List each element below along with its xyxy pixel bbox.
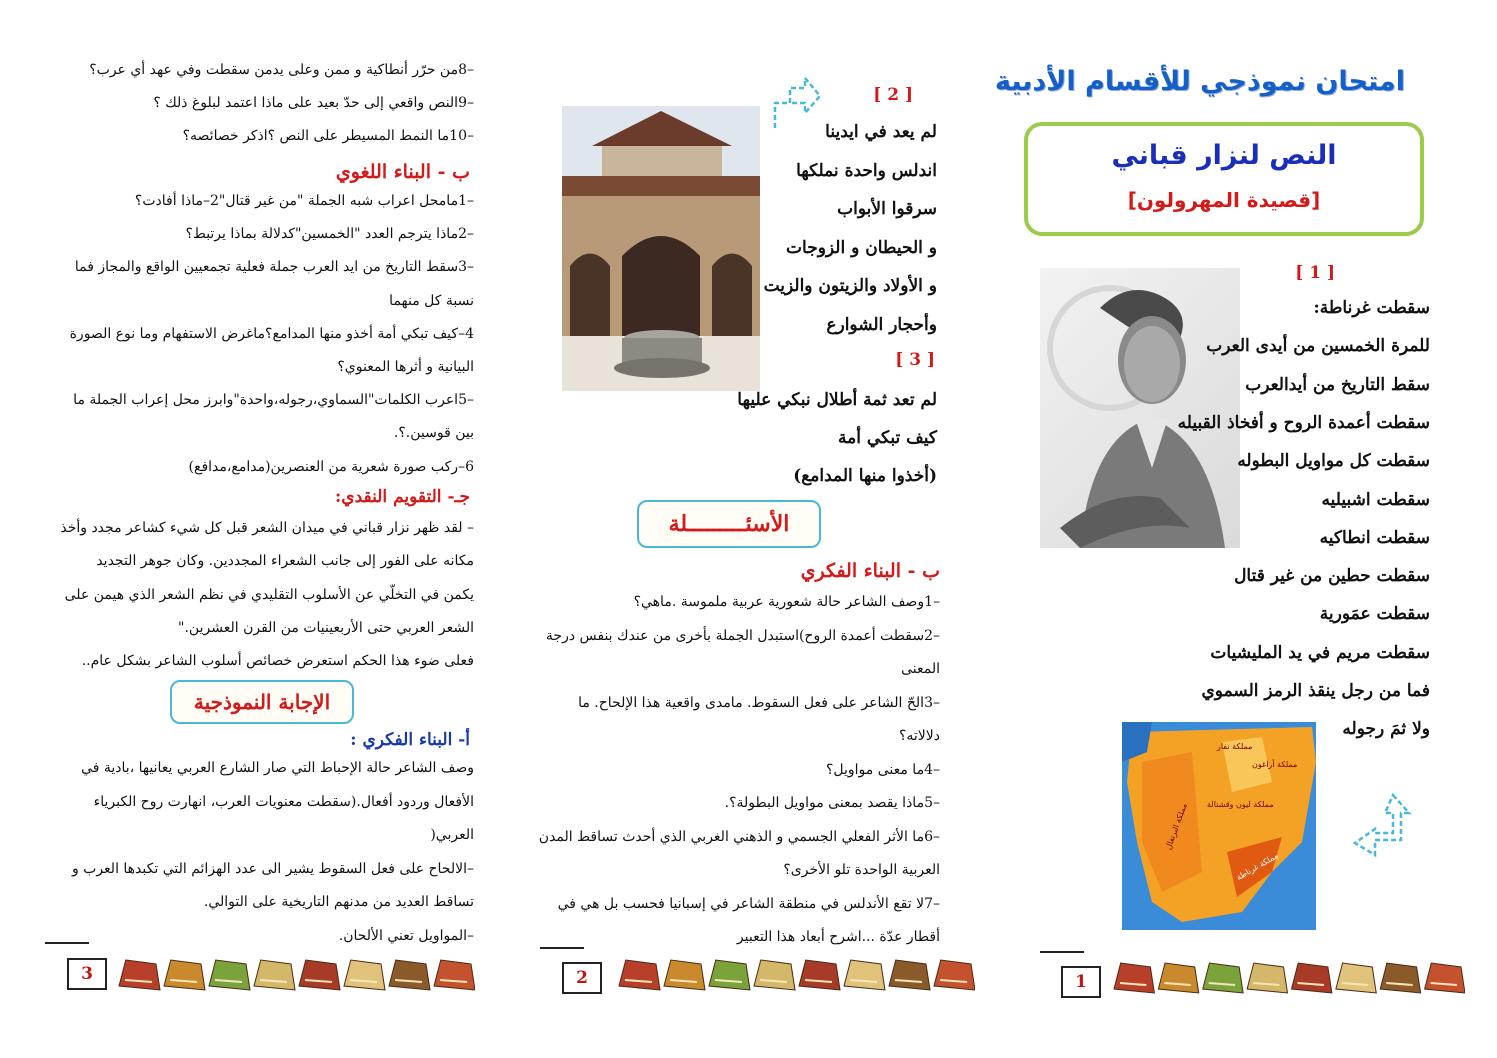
book-icon — [1425, 963, 1465, 993]
text-line: سقطت غرناطة: — [1313, 298, 1430, 318]
section-2-label: [ 2 ] — [873, 85, 913, 105]
page-2 — [515, 0, 955, 1058]
map-label: مملكة غرناطة — [1234, 850, 1280, 883]
alhambra-photo — [562, 106, 760, 391]
text-line: –8من حرّر أنطاكية و ممن وعلى يدمن سقطت وفي عهد أي عرب؟ — [89, 62, 474, 78]
text-line: سقطت مريم في يد المليشيات — [1210, 642, 1430, 663]
text-line: (أخذوا منها المدامع) — [793, 466, 937, 486]
text-line: –10ما النمط المسيطر على النص ؟اذكر خصائصه؟ — [182, 128, 474, 144]
text-line: سقطت عمَورية — [1319, 604, 1430, 625]
text-line: –1مامحل اعراب شبه الجملة "من غير قتال"2–ماذا أفادت؟ — [134, 193, 474, 209]
text-line: فعلى ضوء هذا الحكم استعرض خصائص أسلوب الشاعر بشكل عام.. — [81, 653, 474, 670]
portrait-drawing — [1040, 268, 1240, 548]
footer-rule — [45, 942, 89, 944]
text-line: كيف تبكي أمة — [837, 428, 937, 448]
book-icon — [889, 960, 930, 990]
text-line: –5ماذا يقصد بمعنى مواويل البطولة؟. — [724, 795, 940, 811]
book-icon — [1336, 963, 1376, 993]
text-line: –9النص واقعي إلى حدّ بعيد على ماذا اعتمد لبلوغ ذلك ؟ — [153, 95, 474, 111]
footer-rule — [540, 947, 584, 949]
book-icon — [209, 960, 250, 990]
text-line: بين قوسين.؟. — [393, 425, 474, 442]
alhambra-drawing — [562, 106, 760, 391]
books-ornament — [615, 950, 975, 996]
book-icon — [844, 960, 885, 990]
book-icon — [119, 960, 160, 990]
page-number: 2 — [562, 962, 602, 994]
book-icon — [254, 960, 295, 990]
al-andalus-map — [1122, 722, 1316, 930]
book-icon — [434, 960, 475, 990]
text-line: –المواويل تعني الألحان. — [338, 927, 474, 944]
section-1-label: [ 1 ] — [1295, 263, 1335, 283]
text-line: –2سقطت أعمدة الروح)استبدل الجملة بأخرى من عندك بنفس درجة — [545, 627, 940, 644]
text-line: الشعر العربي حتى الأربعينيات من القرن العشرين." — [178, 619, 474, 636]
text-line: يكمن في التخلّي عن الأسلوب التقليدي في نظم الشعر الذي هيمن على — [64, 586, 474, 603]
text-line: العربي( — [430, 827, 474, 843]
book-icon — [1203, 963, 1243, 993]
map-label: مملكة ليون وقشتالة — [1207, 800, 1274, 809]
book-icon — [1292, 963, 1332, 993]
title-frame — [1024, 122, 1424, 236]
book-icon — [1114, 963, 1154, 993]
book-icon — [799, 960, 840, 990]
intellectual-structure-heading: ب - البناء الفكري — [800, 560, 940, 582]
text-line: –4ما معنى مواويل؟ — [825, 761, 940, 778]
dashed-arrow-icon — [1345, 785, 1415, 870]
text-line: البيانية و أثرها المعنوي؟ — [337, 359, 474, 375]
text-line: الأفعال وردود أفعال.(سقطت معنويات العرب، انهارت روح الكبرياء — [93, 793, 474, 810]
page-number: 3 — [67, 958, 107, 990]
text-line: العربية الواحدة تلو الأخرى؟ — [783, 862, 940, 878]
map-label: مملكة البرتغال — [1163, 802, 1189, 851]
text-line: 6–ركب صورة شعرية من العنصرين(مدامع،مدافع) — [188, 458, 474, 475]
text-line: – لقد ظهر نزار قباني في ميدان الشعر قبل كل شيء كشاعر مجدد وأخذ — [60, 520, 474, 536]
map-drawing — [1122, 722, 1316, 930]
book-icon — [934, 960, 975, 990]
answer-intellectual-heading: أ- البناء الفكري : — [350, 730, 470, 750]
poem-subtitle: [قصيدة المهرولون] — [1127, 188, 1321, 212]
exam-header-title: امتحان نموذجي للأقسام الأدبية — [994, 66, 1405, 97]
text-line: سقط التاريخ من أيدالعرب — [1245, 374, 1430, 395]
book-icon — [709, 960, 750, 990]
text-line: وصف الشاعر حالة الإحباط التي صار الشارع العربي يعانيها ،بادية في — [81, 760, 474, 776]
text-line: فما من رجل ينقذ الرمز السموي — [1201, 681, 1430, 701]
text-line: المعنى — [901, 661, 940, 677]
page-3 — [30, 0, 490, 1058]
book-icon — [619, 960, 660, 990]
model-answer-heading: الإجابة النموذجية — [170, 680, 354, 724]
book-icon — [1380, 963, 1420, 993]
text-line: –الالحاح على فعل السقوط يشير الى عدد الهزائم التي تكبدها العرب و — [71, 860, 474, 877]
page-1 — [994, 0, 1480, 1058]
text-line: سقطت اشبيليه — [1321, 489, 1430, 510]
text-line: –3الحّ الشاعر على فعل السقوط. مامدى واقعية هذا الإلحاح. ما — [578, 694, 940, 711]
book-icon — [299, 960, 340, 990]
text-line: سقطت كل مواويل البطوله — [1237, 451, 1430, 472]
poem-title: النص لنزار قباني — [1111, 140, 1337, 171]
text-line: وأحجار الشوارع — [826, 314, 937, 335]
book-icon — [164, 960, 205, 990]
book-icon — [1247, 963, 1287, 993]
books-ornament — [1110, 953, 1465, 999]
text-line: أقطار عدّة ...اشرح أبعاد هذا التعبير — [736, 929, 940, 945]
text-line: دلالاته؟ — [898, 728, 940, 744]
text-line: 4–كيف تبكي أمة أخذو منها المدامع؟ماغرض الاستفهام وما نوع الصورة — [69, 325, 474, 342]
book-icon — [389, 960, 430, 990]
book-icon — [344, 960, 385, 990]
dashed-arrow-icon — [765, 68, 825, 133]
text-line: سرقوا الأبواب — [837, 199, 937, 219]
text-line: –6ما الأثر الفعلي الجسمي و الذهني الغربي الذي أحدث تساقط المدن — [538, 828, 940, 845]
text-line: لم يعد في ايدينا — [825, 122, 937, 142]
text-line: نسبة كل منهما — [389, 292, 474, 309]
text-line: ولا ثمَ رجوله — [1342, 719, 1430, 740]
map-label: مملكة نفار — [1217, 742, 1253, 751]
books-ornament — [115, 950, 475, 996]
text-line: سقطت حطين من غير قتال — [1234, 566, 1430, 587]
text-line: للمرة الخمسين من أيدى العرب — [1206, 336, 1430, 357]
text-line: لم تعد ثمة أطلال نبكي عليها — [737, 390, 937, 410]
text-line: –2ماذا يترجم العدد "الخمسين"كدلالة بماذا يرتبط؟ — [185, 226, 474, 243]
text-line: و الحيطان و الزوجات — [786, 237, 937, 258]
questions-heading: الأسئـــــــــلة — [637, 500, 821, 548]
text-line: تساقط العديد من مدنهم التاريخية على التوالي. — [203, 894, 474, 910]
book-icon — [664, 960, 705, 990]
text-line: و الأولاد والزيتون والزيت — [763, 276, 937, 296]
critical-evaluation-heading: جـ- التقويم النقدي: — [335, 487, 470, 507]
book-icon — [1158, 963, 1198, 993]
text-line: اندلس واحدة نملكها — [796, 160, 937, 181]
page-number: 1 — [1061, 966, 1101, 998]
text-line: مكانه على الفور إلى جانب الشعراء المجددين. وكان جوهر التجديد — [96, 553, 474, 570]
map-label: مملكة أراغون — [1252, 760, 1298, 769]
section-3-label: [ 3 ] — [895, 350, 935, 370]
text-line: –7لا تقع الأندلس في منطقة الشاعر في إسبانيا فحسب بل هي في — [557, 895, 940, 912]
text-line: –3سقط التاريخ من ايد العرب جملة فعلية تجمعيين الواقع والمجاز فما — [74, 259, 474, 276]
book-icon — [754, 960, 795, 990]
footer-rule — [1040, 951, 1084, 953]
language-structure-heading: ب - البناء اللغوي — [335, 161, 470, 183]
text-line: –1وصف الشاعر حالة شعورية عربية ملموسة .ماهي؟ — [633, 594, 940, 610]
text-line: سقطت أعمدة الروح و أفخاذ القبيله — [1177, 412, 1430, 433]
text-line: سقطت انطاكيه — [1319, 527, 1430, 548]
text-line: –5اعرب الكلمات"السماوي،رجوله،واحدة"وابرز محل إعراب الجملة ما — [73, 392, 474, 409]
poet-portrait — [1040, 268, 1240, 548]
